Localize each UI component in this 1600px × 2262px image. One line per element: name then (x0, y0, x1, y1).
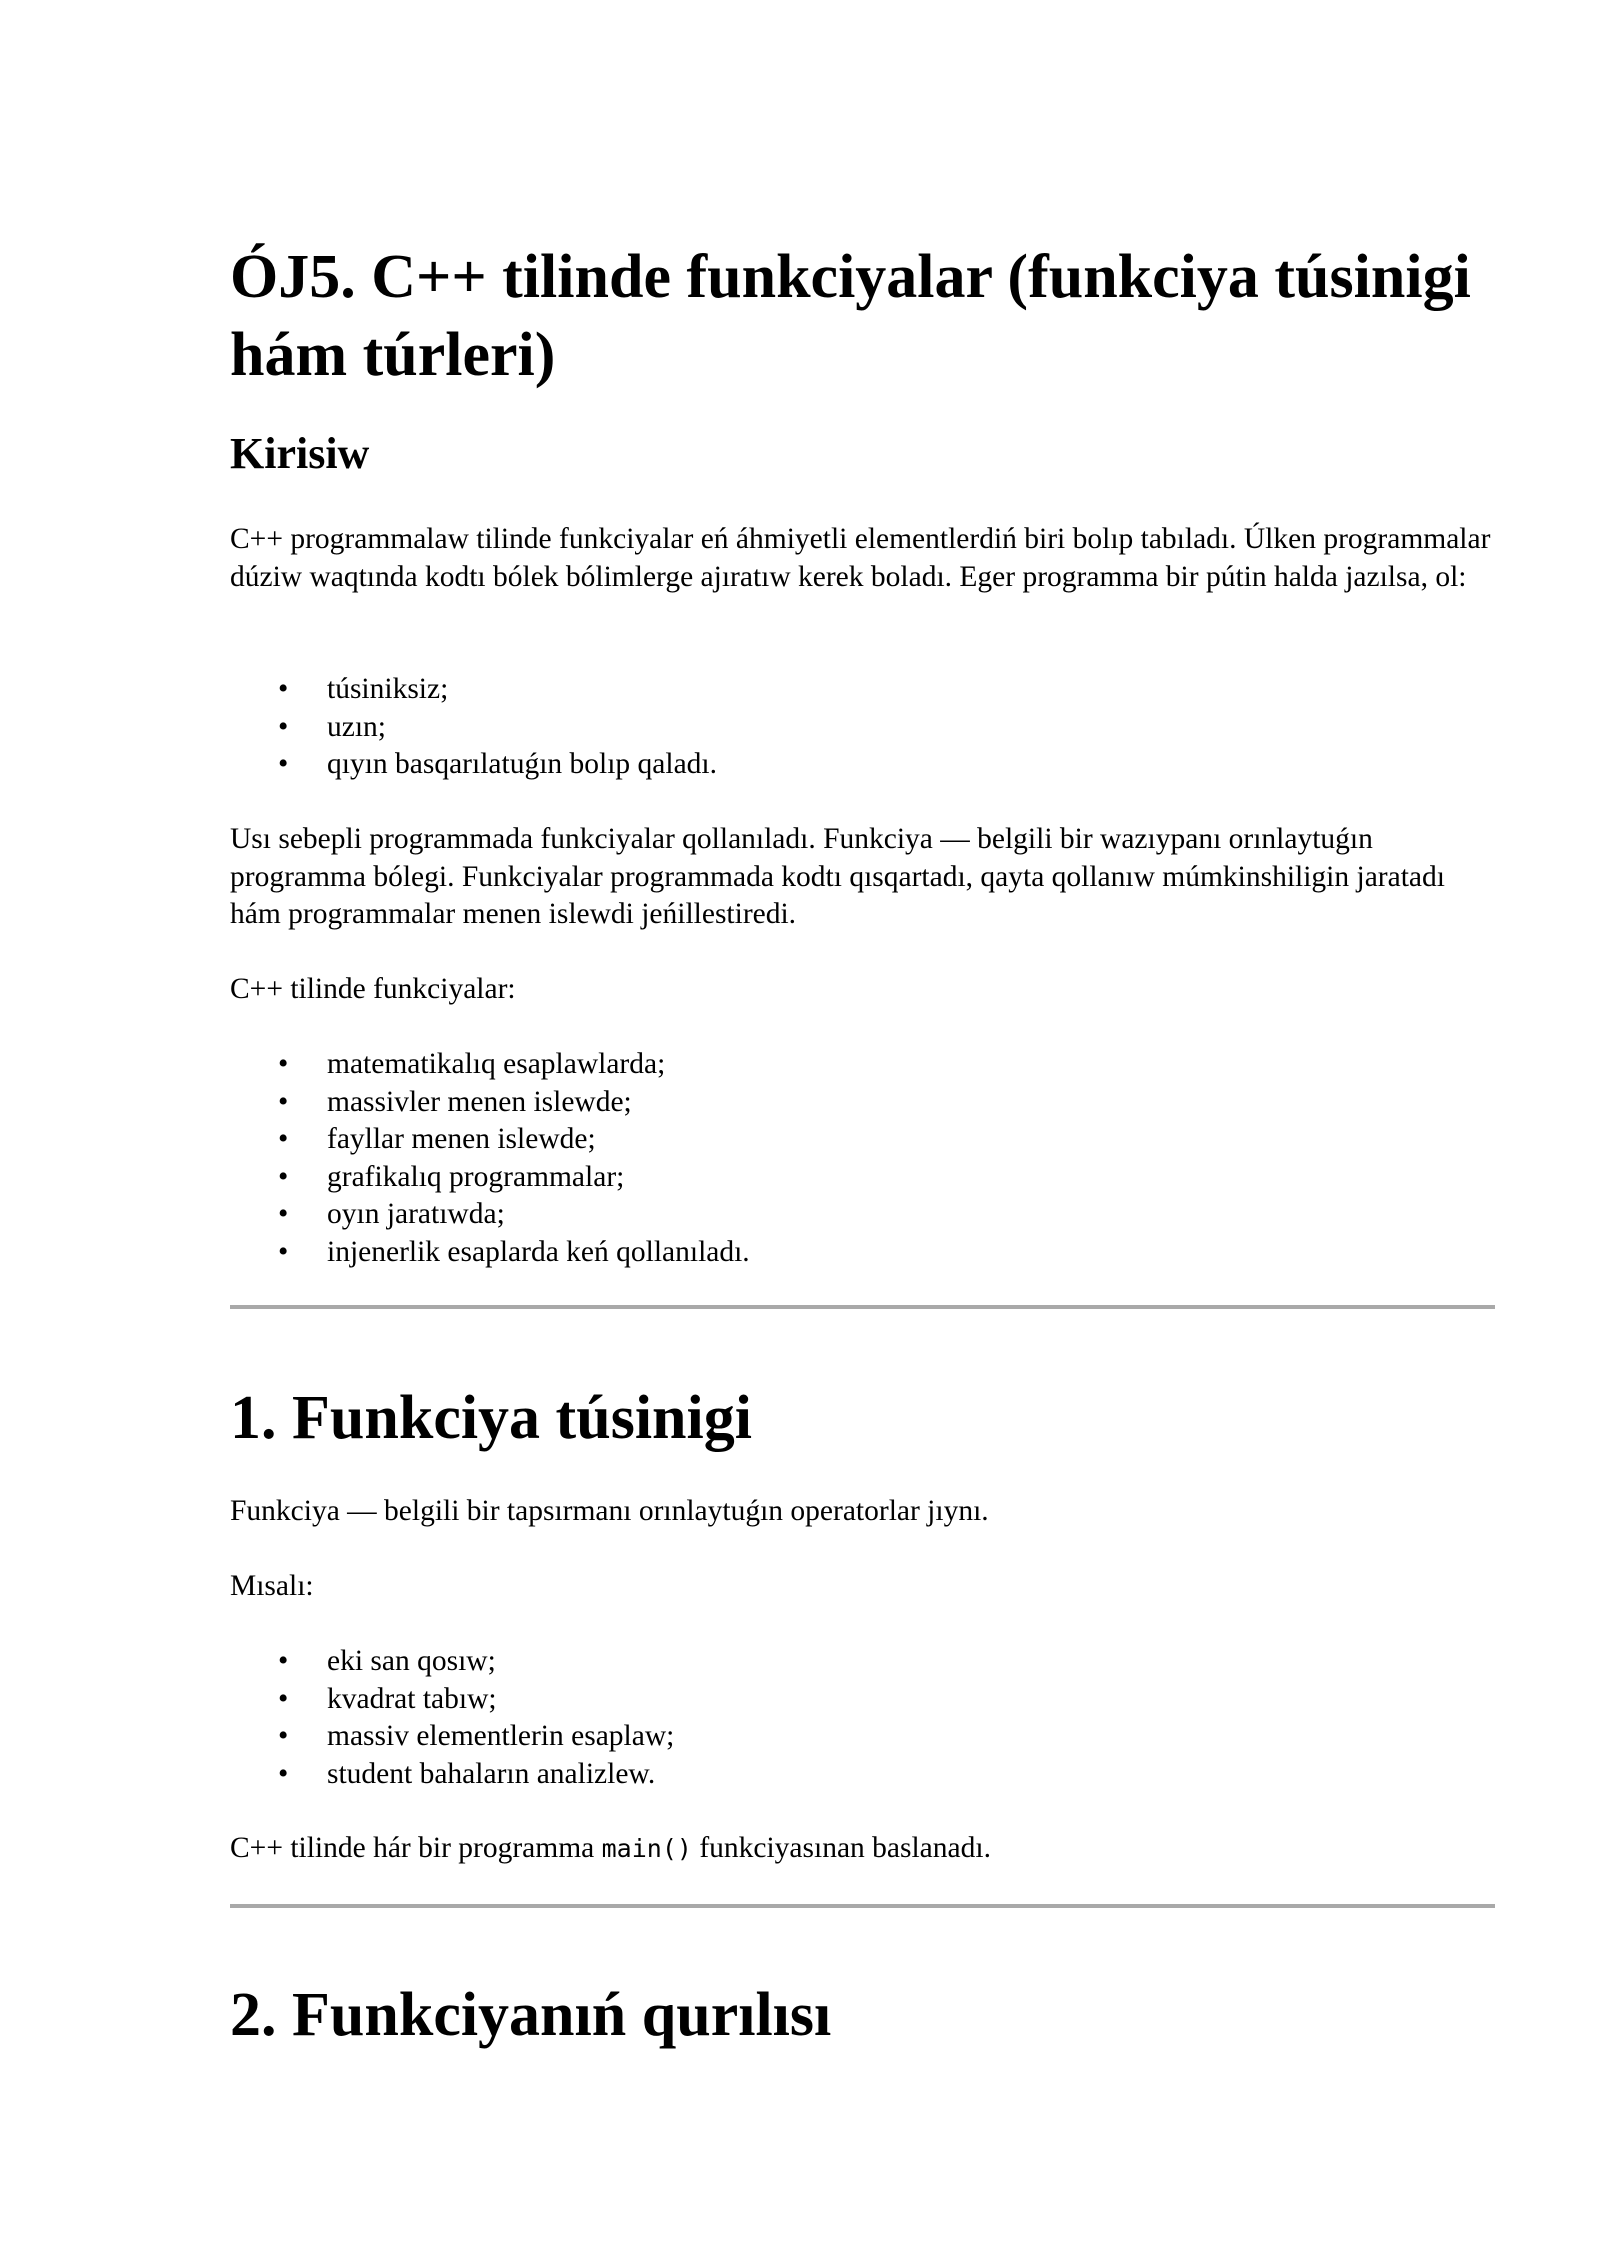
section-1-paragraph-3-text-after: funkciyasınan baslanadı. (691, 1832, 991, 1864)
bullet-icon: • (278, 1198, 289, 1230)
intro-paragraph-1: C++ programmalaw tilinde funkciyalar eń áhmiyetli elementlerdiń biri bolıp tabıladı. Úlken programmalar dúziw waqtında kodtı bólek bólimlerge ajıratıw kerek boladı. Eger programma bir pútin halda jazılsa, ol: (230, 523, 1491, 593)
list-item (230, 709, 717, 747)
intro-paragraph-2: Usı sebepli programmada funkciyalar qollanıladı. Funkciya — belgili bir wazıypanı orınlaytuǵın programma bólegi. Funkciyalar programmada kodtı qısqartadı, qayta qollanıw múmkinshiligin jaratadı hám programmalar menen islewdi jeńillestiredi. (230, 823, 1445, 930)
bullet-icon: • (278, 1645, 289, 1677)
list-item (230, 1756, 674, 1794)
list-item (230, 1159, 750, 1197)
list-item-text: student bahaların analizlew. (327, 1757, 656, 1790)
list-item (230, 1046, 750, 1084)
section-divider (230, 1904, 1495, 1908)
bullet-icon: • (278, 1123, 289, 1155)
section-1-paragraph-2: Mısalı: (230, 1570, 314, 1602)
list-item-text: matematikalıq esaplawlarda; (327, 1048, 666, 1080)
bullet-icon: • (278, 1682, 289, 1715)
section-2-heading: 2. Funkciyanıń qurılısı (230, 1981, 832, 2049)
bullet-icon: • (278, 1720, 289, 1752)
list-item-text: fayllar menen islewde; (327, 1123, 596, 1155)
intro-list-1 (230, 671, 717, 784)
list-item (230, 746, 717, 784)
section-divider (230, 1305, 1495, 1309)
section-1-paragraph-3 (230, 1830, 1495, 1868)
list-item-text: grafikalıq programmalar; (327, 1160, 625, 1193)
list-item-text: massivler menen islewde; (327, 1085, 632, 1118)
intro-heading: Kirisiw (230, 429, 370, 478)
bullet-icon: • (278, 1235, 289, 1268)
list-item-text: kvadrat tabıw; (327, 1682, 497, 1715)
section-1-heading: 1. Funkciya túsinigi (230, 1384, 752, 1452)
intro-list-2 (230, 1046, 750, 1271)
list-item (230, 1643, 674, 1681)
bullet-icon: • (278, 1160, 289, 1193)
list-item-text: eki san qosıw; (327, 1645, 496, 1677)
list-item-text: túsiniksiz; (327, 673, 449, 705)
bullet-icon: • (278, 1085, 289, 1118)
section-1-list (230, 1643, 674, 1793)
bullet-icon: • (278, 1757, 289, 1790)
list-item (230, 671, 717, 709)
bullet-icon: • (278, 1048, 289, 1080)
list-item (230, 1718, 674, 1756)
section-1-paragraph-3-text-before: C++ tilinde hár bir programma (230, 1832, 602, 1864)
section-1-paragraph-1: Funkciya — belgili bir tapsırmanı orınlaytuǵın operatorlar jıynı. (230, 1495, 989, 1527)
bullet-icon: • (278, 710, 289, 743)
document-title: ÓJ5. C++ tilinde funkciyalar (funkciya túsinigi hám túrleri) (230, 243, 1471, 389)
list-item-text: oyın jaratıwda; (327, 1198, 505, 1230)
list-item (230, 1084, 750, 1122)
list-item (230, 1121, 750, 1159)
main-function-code: main() (601, 1834, 692, 1863)
list-item (230, 1681, 674, 1719)
list-item-text: massiv elementlerin esaplaw; (327, 1720, 675, 1752)
intro-paragraph-3: C++ tilinde funkciyalar: (230, 973, 516, 1005)
list-item-text: uzın; (327, 710, 386, 743)
list-item-text: qıyın basqarılatuǵın bolıp qaladı. (327, 748, 717, 780)
list-item (230, 1234, 750, 1272)
list-item-text: injenerlik esaplarda keń qollanıladı. (327, 1235, 750, 1268)
list-item (230, 1196, 750, 1234)
bullet-icon: • (278, 673, 289, 705)
bullet-icon: • (278, 748, 289, 780)
